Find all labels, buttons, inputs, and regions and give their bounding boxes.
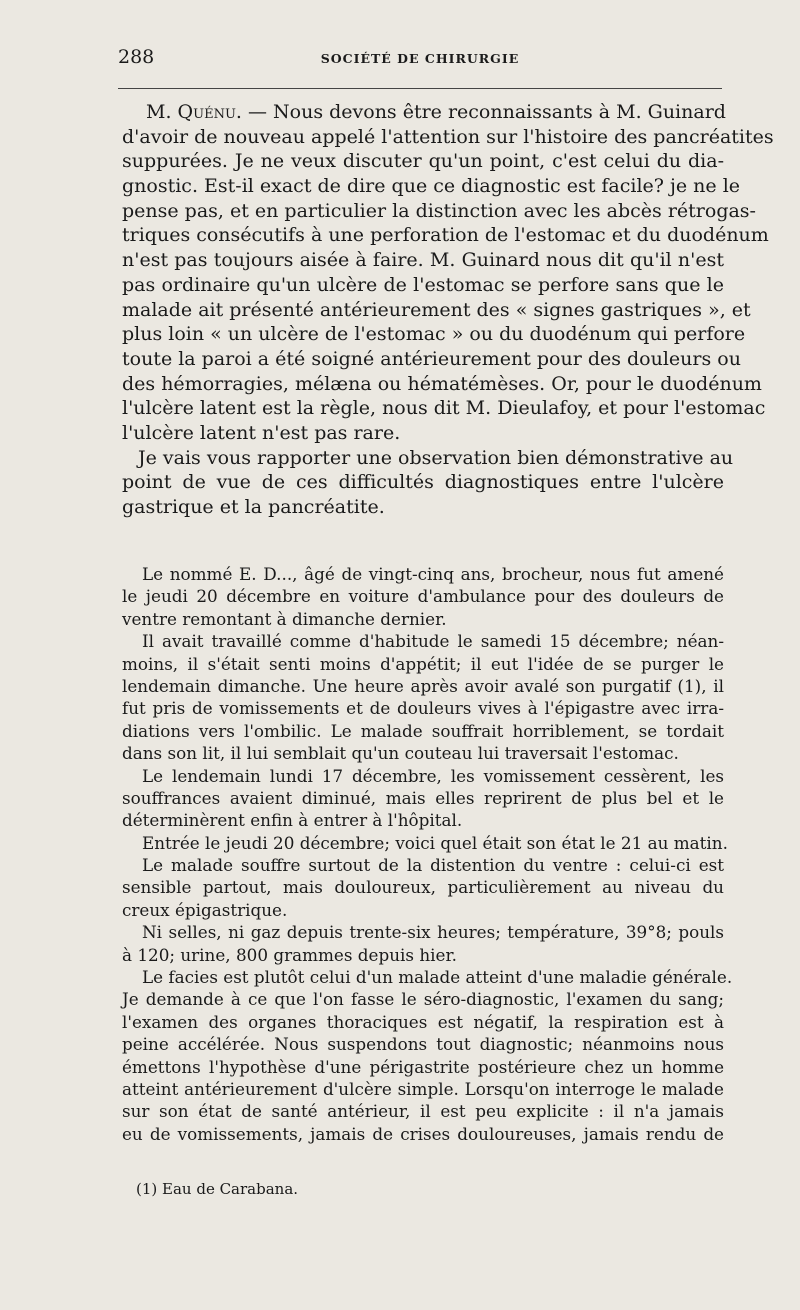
text-line: gnostic. Est-il exact de dire que ce diagnostic est facile? je ne le (122, 175, 741, 198)
text-line: fut pris de vomissements et de douleurs vives à l'épigastre avec irra- (122, 698, 724, 719)
text-line: Je demande à ce que l'on fasse le séro-diagnostic, l'examen du sang; (122, 989, 724, 1010)
text-line: toute la paroi a été soigné antérieurement pour des douleurs ou (122, 347, 741, 370)
text-line: à 120; urine, 800 grammes depuis hier. (122, 944, 457, 965)
text-line: Je vais vous rapporter une observation bien démonstrative au (138, 446, 734, 469)
text-line: lendemain dimanche. Une heure après avoir avalé son purgatif (1), il (122, 675, 724, 696)
text-line: dans son lit, il lui semblait qu'un couteau lui traversait l'estomac. (122, 743, 679, 764)
text-line: des hémorragies, mélæna ou hématémèses. Or, pour le duodénum (122, 372, 762, 395)
text-line: peine accélérée. Nous suspendons tout diagnostic; néanmoins nous (122, 1034, 724, 1055)
text-line: pense pas, et en particulier la distinction avec les abcès rétrogas- (122, 199, 756, 222)
page-header (118, 46, 722, 76)
header-rule (118, 88, 722, 89)
text-line: Le lendemain lundi 17 décembre, les vomissement cessèrent, les (142, 765, 724, 786)
footnote: (1) Eau de Carabana. (136, 1180, 299, 1198)
text-line: malade ait présenté antérieurement des « signes gastriques », et (122, 298, 751, 321)
text-line: l'ulcère latent est la règle, nous dit M. Dieulafoy, et pour l'estomac (122, 397, 766, 420)
page-number: 288 (118, 46, 155, 68)
text-line: le jeudi 20 décembre en voiture d'ambulance pour des douleurs de (122, 586, 724, 607)
text-line: diations vers l'ombilic. Le malade souffrait horriblement, se tordait (122, 720, 724, 741)
running-head: SOCIÉTÉ DE CHIRURGIE (320, 51, 520, 66)
text-line: atteint antérieurement d'ulcère simple. Lorsqu'on interroge le malade (122, 1078, 724, 1099)
text-line: Ni selles, ni gaz depuis trente-six heures; température, 39°8; pouls (142, 922, 724, 943)
text-line: ventre remontant à dimanche dernier. (122, 608, 447, 629)
text-line: plus loin « un ulcère de l'estomac » ou du duodénum qui perfore (122, 323, 746, 346)
text-line: gastrique et la pancréatite. (122, 496, 385, 518)
text-line: l'ulcère latent n'est pas rare. (122, 421, 401, 444)
speaker-prefix: M. (146, 101, 178, 123)
text-line: eu de vomissements, jamais de crises douloureuses, jamais rendu de (122, 1123, 724, 1144)
text-line: sur son état de santé antérieur, il est peu explicite : il n'a jamais (122, 1101, 724, 1122)
text-line: triques consécutifs à une perforation de l'estomac et du duodénum (122, 224, 769, 247)
observation-paragraphs (122, 563, 733, 1145)
text-line: suppurées. Je ne veux discuter qu'un point, c'est celui du dia- (122, 150, 724, 173)
speech-paragraphs (122, 100, 774, 520)
text-line: Le malade souffre surtout de la distention du ventre : celui-ci est (142, 855, 724, 876)
text-line: Entrée le jeudi 20 décembre; voici quel était son état le 21 au matin. (142, 832, 728, 853)
text-line: creux épigastrique. (122, 899, 288, 920)
text-line: sensible partout, mais douloureux, particulièrement au niveau du (122, 877, 724, 898)
text-line (122, 100, 724, 125)
text-line: moins, il s'était senti moins d'appétit; il eut l'idée de se purger le (122, 653, 724, 674)
text-line: émettons l'hypothèse d'une périgastrite postérieure chez un homme (122, 1056, 724, 1077)
text-line: d'avoir de nouveau appelé l'attention sur l'histoire des pancréatites (122, 125, 774, 148)
text-line: déterminèrent enfin à entrer à l'hôpital. (122, 810, 463, 831)
text-line: pas ordinaire qu'un ulcère de l'estomac se perfore sans que le (122, 273, 724, 296)
text-line: souffrances avaient diminué, mais elles reprirent de plus bel et le (122, 787, 724, 808)
text-line: n'est pas toujours aisée à faire. M. Guinard nous dit qu'il n'est (122, 249, 724, 272)
text-line: Le facies est plutôt celui d'un malade atteint d'une maladie générale. (142, 967, 733, 988)
text-line: Le nommé E. D..., âgé de vingt-cinq ans, brocheur, nous fut amené (142, 564, 724, 584)
speaker-name: Quénu (177, 101, 236, 123)
text-line: l'examen des organes thoraciques est négatif, la respiration est à (122, 1011, 724, 1032)
text-line: Il avait travaillé comme d'habitude le samedi 15 décembre; néan- (142, 631, 724, 652)
line-content: . — Nous devons être reconnaissants à M. Guinard (235, 101, 726, 123)
text-line: point de vue de ces difficultés diagnostiques entre l'ulcère (122, 471, 724, 494)
